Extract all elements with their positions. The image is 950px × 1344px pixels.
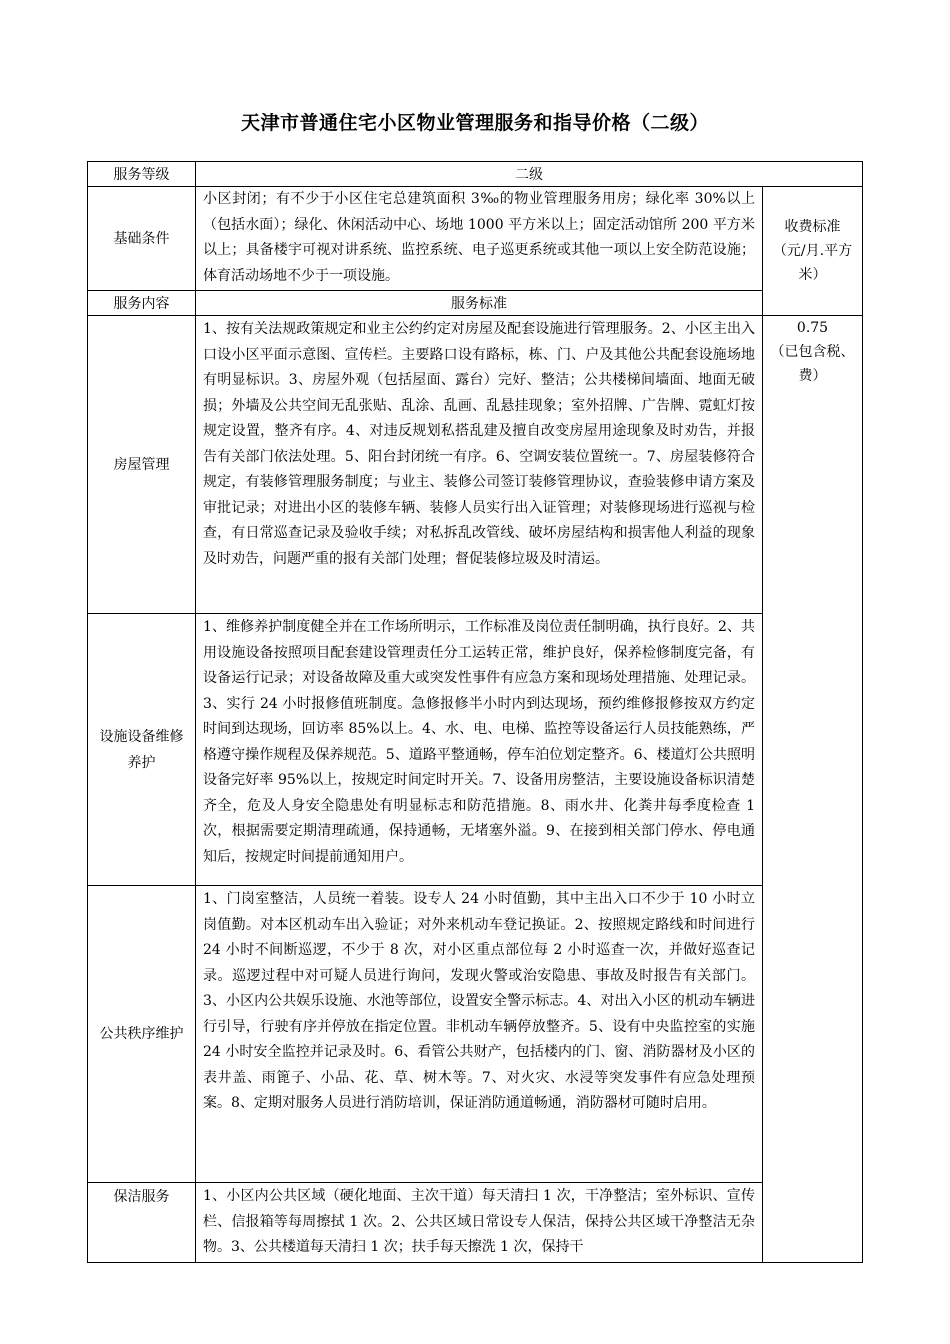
basic-conditions-label: 基础条件	[88, 187, 196, 291]
page-title: 天津市普通住宅小区物业管理服务和指导价格（二级）	[240, 112, 709, 134]
fee-standard-label: 收费标准（元/月.平方米）	[763, 187, 863, 316]
fee-note: （已包含税、费）	[770, 344, 855, 384]
fee-cell	[763, 316, 863, 1263]
service-level-label: 服务等级	[88, 162, 196, 187]
row-text-housing: 1、按有关法规政策规定和业主公约约定对房屋及配套设施进行管理服务。2、小区主出入口设小区平面示意图、宣传栏。主要路口设有路标，栋、门、户及其他公共配套设施场地有明显标识。3、房屋外观（包括屋面、露台）完好、整洁；公共楼梯间墙面、地面无破损；外墙及公共空间无乱张贴、乱涂、乱画、乱悬挂现象；室外招牌、广告牌、霓虹灯按规定设置，整齐有序。4、对违反规划私搭乱建及擅自改变房屋用途现象及时劝告，并报告有关部门依法处理。5、阳台封闭统一有序。6、空调安装位置统一。7、房屋装修符合规定，有装修管理服务制度；与业主、装修公司签订装修管理协议，查验装修申请方案及审批记录；对进出小区的装修车辆、装修人员实行出入证管理；对装修现场进行巡视与检查，有日常巡查记录及验收手续；对私拆乱改管线、破坏房屋结构和损害他人利益的现象及时劝告，问题严重的报有关部门处理；督促装修垃圾及时清运。	[196, 316, 763, 614]
row-text-security: 1、门岗室整洁，人员统一着装。设专人 24 小时值勤，其中主出入口不少于 10 小时立岗值勤。对本区机动车出入验证；对外来机动车登记换证。2、按照规定路线和时间进行 24 小时不间断巡逻，不少于 8 次，对小区重点部位每 2 小时巡查一次，并做好巡查记录。巡逻过程中对可疑人员进行询问，发现火警或治安隐患、事故及时报告有关部门。3、小区内公共娱乐设施、水池等部位，设置安全警示标志。4、对出入小区的机动车辆进行引导，行驶有序并停放在指定位置。非机动车辆停放整齐。5、设有中央监控室的实施 24 小时安全监控并记录及时。6、看管公共财产，包括楼内的门、窗、消防器材及小区的表井盖、雨篦子、小品、花、草、树木等。7、对火灾、水浸等突发事件有应急处理预案。8、定期对服务人员进行消防培训，保证消防通道畅通，消防器材可随时启用。	[196, 886, 763, 1183]
row-label-cleaning: 保洁服务	[88, 1183, 196, 1263]
fee-value: 0.75	[796, 320, 829, 336]
table-row	[88, 614, 863, 886]
service-content-label: 服务内容	[88, 291, 196, 316]
table-row	[88, 316, 863, 614]
table-row	[88, 1183, 863, 1263]
basic-conditions-text: 小区封闭；有不少于小区住宅总建筑面积 3‰的物业管理服务用房；绿化率 30%以上（包括水面）；绿化、休闲活动中心、场地 1000 平方米以上；固定活动馆所 200 平方米以上；具备楼宇可视对讲系统、监控系统、电子巡更系统或其他一项以上安全防范设施；体育活动场地不少于一项设施。	[196, 187, 763, 291]
table-row	[88, 187, 863, 291]
service-standard-table	[87, 161, 863, 1263]
service-level-value: 二级	[196, 162, 863, 187]
table-row	[88, 291, 863, 316]
row-label-security: 公共秩序维护	[88, 886, 196, 1183]
service-standard-label: 服务标准	[196, 291, 763, 316]
row-text-cleaning: 1、小区内公共区域（硬化地面、主次干道）每天清扫 1 次，干净整洁；室外标识、宣传栏、信报箱等每周擦拭 1 次。2、公共区域日常设专人保洁，保持公共区域干净整洁无杂物。3、公共楼道每天清扫 1 次；扶手每天擦洗 1 次，保持干	[196, 1183, 763, 1263]
row-label-housing: 房屋管理	[88, 316, 196, 614]
table-row	[88, 162, 863, 187]
table-row	[88, 886, 863, 1183]
row-text-facilities: 1、维修养护制度健全并在工作场所明示，工作标准及岗位责任制明确，执行良好。2、共用设施设备按照项目配套建设管理责任分工运转正常，维护良好，保养检修制度完备，有设备运行记录；对设备故障及重大或突发性事件有应急方案和现场处理措施、处理记录。3、实行 24 小时报修值班制度。急修报修半小时内到达现场，预约维修报修按双方约定时间到达现场，回访率 85%以上。4、水、电、电梯、监控等设备运行人员技能熟练，严格遵守操作规程及保养规范。5、道路平整通畅，停车泊位划定整齐。6、楼道灯公共照明设备完好率 95%以上，按规定时间定时开关。7、设备用房整洁，主要设施设备标识清楚齐全，危及人身安全隐患处有明显标志和防范措施。8、雨水井、化粪井每季度检查 1 次，根据需要定期清理疏通，保持通畅，无堵塞外溢。9、在接到相关部门停水、停电通知后，按规定时间提前通知用户。	[196, 614, 763, 886]
row-label-facilities: 设施设备维修养护	[88, 614, 196, 886]
